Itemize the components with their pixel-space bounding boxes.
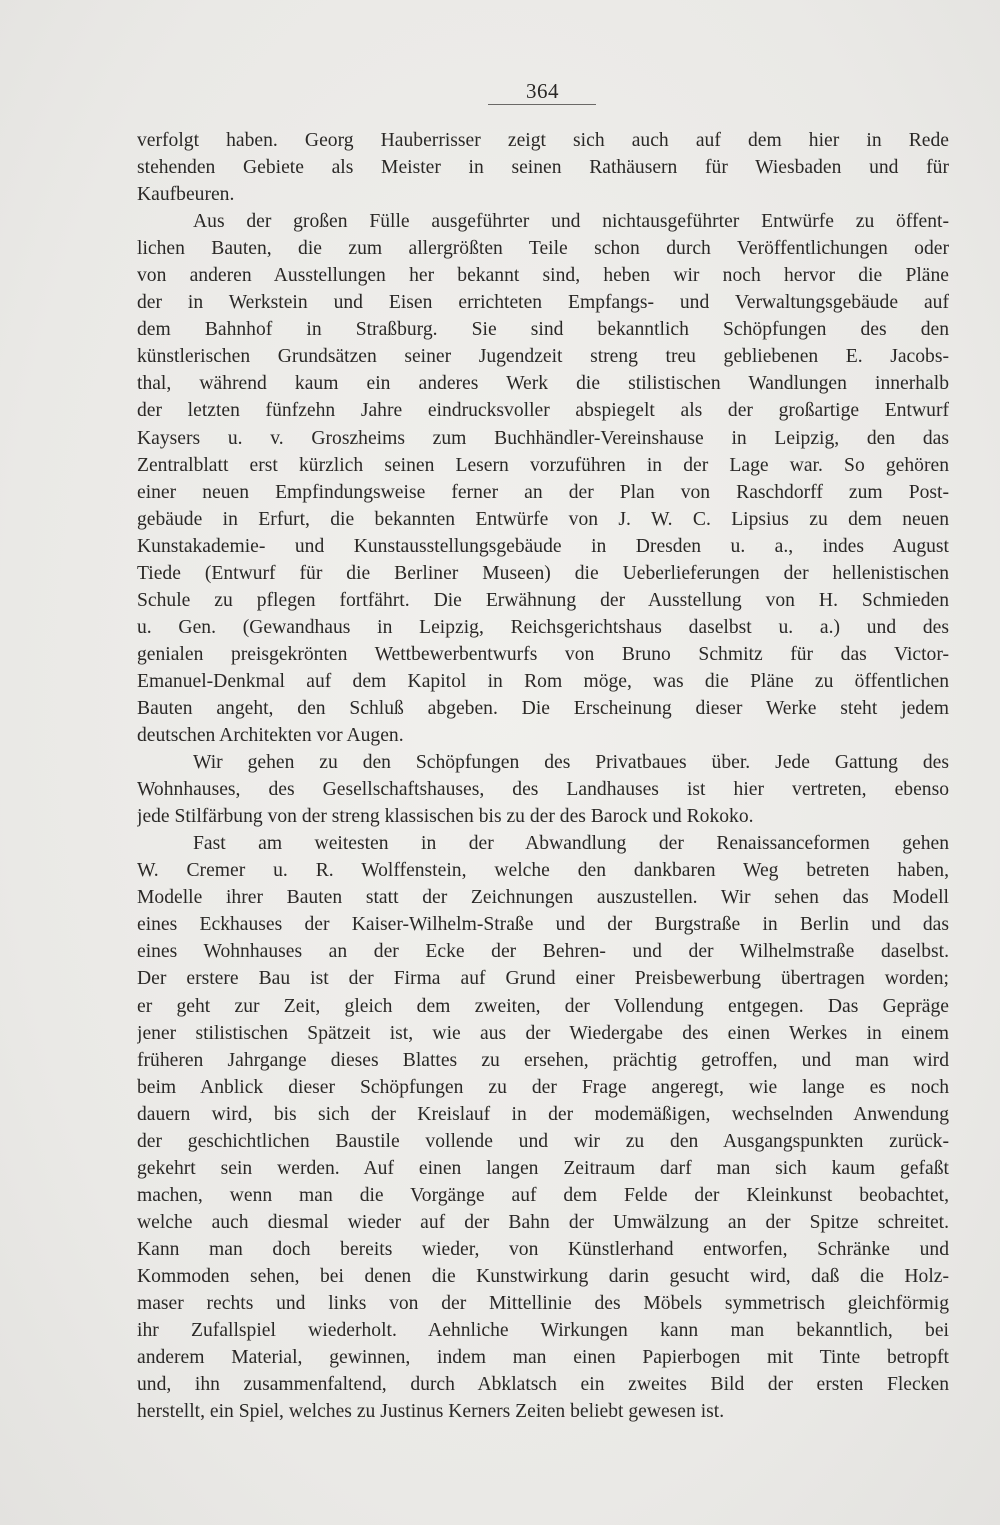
- text-line: u. Gen. (Gewandhaus in Leipzig, Reichsgerichtshaus daselbst u. a.) und des: [137, 616, 949, 638]
- text-line: gekehrt sein werden. Auf einen langen Zeitraum darf man sich kaum gefaßt: [137, 1157, 949, 1179]
- text-line: machen, wenn man die Vorgänge auf dem Felde der Kleinkunst beobachtet,: [137, 1184, 949, 1206]
- text-line: jener stilistischen Spätzeit ist, wie aus der Wiedergabe des einen Werkes in einem: [137, 1022, 949, 1044]
- text-line: herstellt, ein Spiel, welches zu Justinus Kerners Zeiten beliebt gewesen ist.: [137, 1401, 725, 1423]
- text-line: Fast am weitesten in der Abwandlung der Renaissanceformen gehen: [193, 833, 949, 855]
- text-line: Kaysers u. v. Groszheims zum Buchhändler-Vereinshause in Leipzig, den das: [137, 427, 949, 449]
- page-number: 364: [526, 79, 559, 103]
- text-line: Kaufbeuren.: [137, 184, 235, 206]
- text-line: ihr Zufallspiel wiederholt. Aehnliche Wirkungen kann man bekanntlich, bei: [137, 1320, 949, 1342]
- text-line: gebäude in Erfurt, die bekannten Entwürfe von J. W. C. Lipsius zu dem neuen: [137, 508, 949, 530]
- text-line: von anderen Ausstellungen her bekannt sind, heben wir noch hervor die Pläne: [137, 265, 949, 287]
- text-line: Emanuel-Denkmal auf dem Kapitol in Rom möge, was die Pläne zu öffentlichen: [137, 670, 949, 692]
- text-line: künstlerischen Grundsätzen seiner Jugendzeit streng treu gebliebenen E. Jacobs-: [137, 346, 949, 368]
- text-line: anderem Material, gewinnen, indem man einen Papierbogen mit Tinte betropft: [137, 1347, 949, 1369]
- text-line: früheren Jahrgange dieses Blattes zu ersehen, prächtig getroffen, und man wird: [137, 1049, 949, 1071]
- text-line: lichen Bauten, die zum allergrößten Teile schon durch Veröffentlichungen oder: [137, 238, 949, 260]
- text-line: verfolgt haben. Georg Hauberrisser zeigt sich auch auf dem hier in Rede: [137, 130, 949, 151]
- text-line: der in Werkstein und Eisen errichteten Empfangs- und Verwaltungsgebäude auf: [137, 292, 949, 314]
- text-line: stehenden Gebiete als Meister in seinen Rathäusern für Wiesbaden und für: [137, 157, 949, 179]
- text-line: dem Bahnhof in Straßburg. Sie sind bekanntlich Schöpfungen des den: [137, 319, 949, 341]
- text-line: eines Wohnhauses an der Ecke der Behren- und der Wilhelmstraße daselbst.: [137, 941, 949, 963]
- text-line: Der erstere Bau ist der Firma auf Grund einer Preisbewerbung übertragen worden;: [137, 968, 949, 990]
- text-line: maser rechts und links von der Mittellinie des Möbels symmetrisch gleichförmig: [137, 1293, 949, 1315]
- text-line: welche auch diesmal wieder auf der Bahn der Umwälzung an der Spitze schreitet.: [137, 1211, 949, 1233]
- text-line: der geschichtlichen Baustile vollende und wir zu den Ausgangspunkten zurück-: [137, 1130, 949, 1152]
- text-line: einer neuen Empfindungsweise ferner an der Plan von Raschdorff zum Post-: [137, 481, 949, 503]
- text-line: jede Stilfärbung von der streng klassischen bis zu der des Barock und Rokoko.: [137, 806, 754, 828]
- text-line: Kommoden sehen, bei denen die Kunstwirkung darin gesucht wird, daß die Holz-: [137, 1265, 949, 1287]
- text-line: deutschen Architekten vor Augen.: [137, 725, 404, 747]
- text-line: Tiede (Entwurf für die Berliner Museen) die Ueberlieferungen der hellenistischen: [137, 562, 949, 584]
- text-line: Kann man doch bereits wieder, von Künstlerhand entworfen, Schränke und: [137, 1238, 949, 1260]
- header-rule: [488, 104, 596, 105]
- text-line: der letzten fünfzehn Jahre eindrucksvoller abspiegelt als der großartige Entwurf: [137, 400, 949, 422]
- text-line: Schule zu pflegen fortfährt. Die Erwähnung der Ausstellung von H. Schmieden: [137, 589, 949, 611]
- body-text: [137, 127, 949, 1425]
- text-line: Bauten angeht, den Schluß abgeben. Die Erscheinung dieser Werke steht jedem: [137, 697, 949, 719]
- text-line: Wir gehen zu den Schöpfungen des Privatbaues über. Jede Gattung des: [193, 752, 949, 774]
- text-line: Zentralblatt erst kürzlich seinen Lesern vorzuführen in der Lage war. So gehören: [137, 454, 949, 476]
- text-line: Aus der großen Fülle ausgeführter und nichtausgeführter Entwürfe zu öffent-: [193, 211, 949, 233]
- text-line: und, ihn zusammenfaltend, durch Abklatsch ein zweites Bild der ersten Flecken: [137, 1374, 949, 1396]
- text-line: Kunstakademie- und Kunstausstellungsgebäude in Dresden u. a., indes August: [137, 535, 949, 557]
- text-line: dauern wird, bis sich der Kreislauf in der modemäßigen, wechselnden Anwendung: [137, 1103, 949, 1125]
- text-line: Modelle ihrer Bauten statt der Zeichnungen auszustellen. Wir sehen das Modell: [137, 887, 949, 909]
- text-line: eines Eckhauses der Kaiser-Wilhelm-Straße und der Burgstraße in Berlin und das: [137, 914, 949, 936]
- text-line: genialen preisgekrönten Wettbewerbentwurfs von Bruno Schmitz für das Victor-: [137, 643, 949, 665]
- text-line: thal, während kaum ein anderes Werk die stilistischen Wandlungen innerhalb: [137, 373, 949, 395]
- text-line: er geht zur Zeit, gleich dem zweiten, der Vollendung entgegen. Das Gepräge: [137, 995, 949, 1017]
- text-line: beim Anblick dieser Schöpfungen zu der Frage angeregt, wie lange es noch: [137, 1076, 949, 1098]
- text-line: Wohnhauses, des Gesellschaftshauses, des Landhauses ist hier vertreten, ebenso: [137, 779, 949, 801]
- text-line: W. Cremer u. R. Wolffenstein, welche den dankbaren Weg betreten haben,: [137, 860, 949, 882]
